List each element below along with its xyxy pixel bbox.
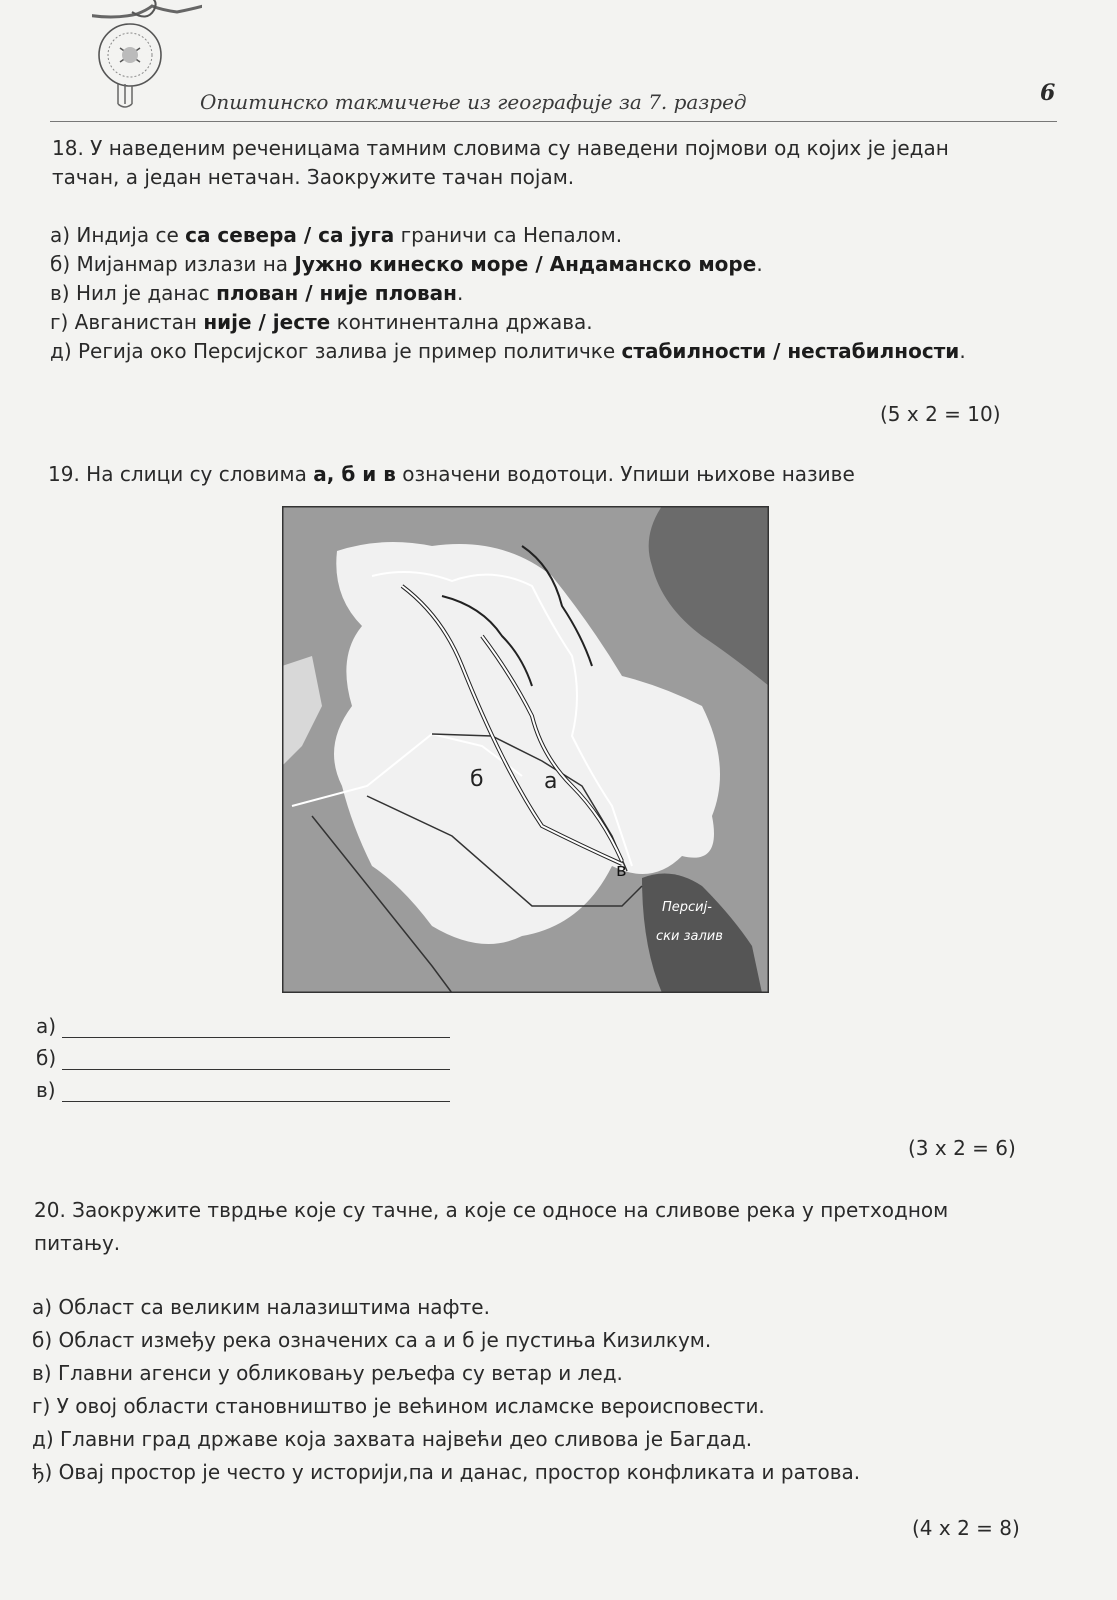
q18-item-v: в) Нил је данас плован / није плован. xyxy=(50,281,464,305)
q18-prompt-line2: тачан, а један нетачан. Заокружите тачан појам. xyxy=(52,165,575,189)
q20-item-v[interactable]: в) Главни агенси у обликовању рељефа су ветар и лед. xyxy=(32,1361,623,1385)
map-label-gulf-2: ски залив xyxy=(656,929,723,944)
q20-item-d[interactable]: д) Главни град државе која захвата највећи део сливова је Багдад. xyxy=(32,1427,753,1451)
q19-prompt: 19. На слици су словима а, б и в означени водотоци. Упиши њихове називе xyxy=(48,462,855,486)
q18-item-b: б) Мијанмар излази на Јужно кинеско море / Андаманско море. xyxy=(50,252,763,276)
q18-item-g-choice[interactable]: није / јесте xyxy=(203,310,331,334)
header-divider xyxy=(50,121,1057,122)
q18-prompt-line1: 18. У наведеним реченицама тамним словима су наведени појмови од којих је један xyxy=(52,136,949,160)
q20-item-a[interactable]: а) Област са великим налазиштима нафте. xyxy=(32,1295,490,1319)
q19-answer-b-blank[interactable] xyxy=(62,1049,450,1070)
q19-answer-b: б) xyxy=(36,1046,450,1070)
q19-score: (3 x 2 = 6) xyxy=(908,1136,1016,1160)
q19-answer-a: а) xyxy=(36,1014,450,1038)
map-label-b: б xyxy=(470,767,484,792)
q20-prompt-line2: питању. xyxy=(34,1231,121,1255)
society-emblem-logo xyxy=(92,0,202,110)
q18-item-b-choice[interactable]: Јужно кинеско море / Андаманско море xyxy=(294,252,757,276)
q18-item-g: г) Авганистан није / јесте континентална држава. xyxy=(50,310,593,334)
q20-prompt-line1: 20. Заокружите тврдње које су тачне, а које се односе на сливове река у претходном xyxy=(34,1198,949,1222)
q20-item-dj[interactable]: ђ) Овај простор је често у историји,па и данас, простор конфликата и ратова. xyxy=(32,1460,861,1484)
map-label-gulf-1: Персиј- xyxy=(662,900,712,915)
q18-item-a-choice[interactable]: са севера / са југа xyxy=(185,223,395,247)
map-label-a: а xyxy=(544,769,558,794)
q18-item-v-choice[interactable]: плован / није плован xyxy=(216,281,457,305)
q20-score: (4 x 2 = 8) xyxy=(912,1516,1020,1540)
q18-item-a: а) Индија се са севера / са југа граничи са Непалом. xyxy=(50,223,623,247)
q19-answer-v-blank[interactable] xyxy=(62,1081,450,1102)
q18-item-d: д) Регија око Персијског залива је пример политичке стабилности / нестабилности. xyxy=(50,339,966,363)
mesopotamia-map xyxy=(282,506,769,993)
q19-answer-v: в) xyxy=(36,1078,450,1102)
q18-score: (5 x 2 = 10) xyxy=(880,402,1001,426)
header-title: Општинско такмичење из географије за 7. разред xyxy=(200,90,747,114)
q20-item-g[interactable]: г) У овој области становништво је већином исламске вероисповести. xyxy=(32,1394,765,1418)
q20-item-b[interactable]: б) Област између река означених са а и б је пустиња Кизилкум. xyxy=(32,1328,712,1352)
q18-item-d-choice[interactable]: стабилности / нестабилности xyxy=(621,339,960,363)
page-number: 6 xyxy=(1040,80,1056,106)
q19-answer-a-blank[interactable] xyxy=(62,1017,450,1038)
map-label-v: в xyxy=(616,860,627,881)
